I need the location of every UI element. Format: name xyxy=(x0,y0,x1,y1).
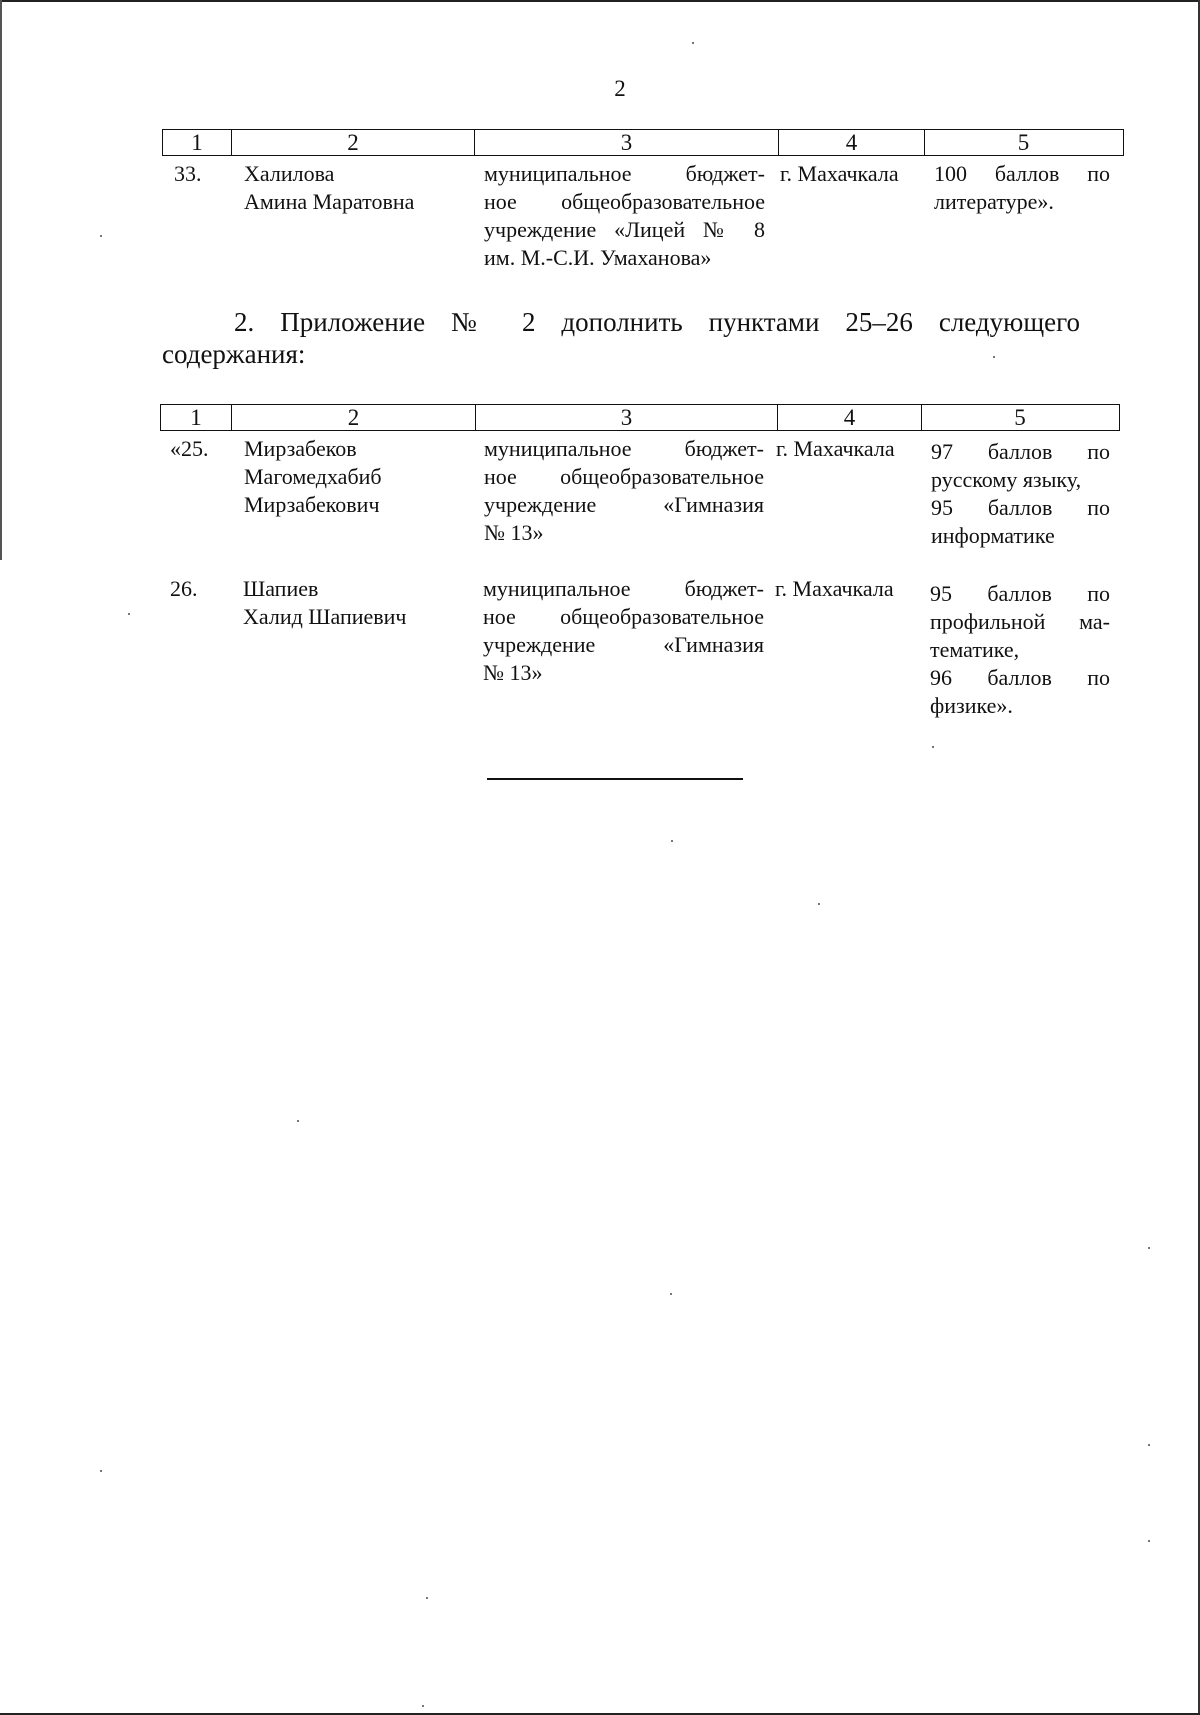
result-line: 95 баллов по xyxy=(930,581,1110,606)
header-col-1: 1 xyxy=(190,405,202,430)
scan-speck xyxy=(993,356,995,358)
row-number: 26. xyxy=(170,576,198,601)
scan-speck xyxy=(128,613,130,615)
scan-speck xyxy=(426,1597,428,1599)
table2-header xyxy=(160,404,1120,431)
result-line: информатике xyxy=(931,523,1055,548)
school-line: муниципальное бюджет- xyxy=(484,161,765,186)
scan-speck xyxy=(297,1120,299,1122)
scan-speck xyxy=(1148,1247,1150,1249)
table1-header xyxy=(162,129,1124,156)
header-col-4: 4 xyxy=(777,405,921,430)
result-line: 97 баллов по xyxy=(931,439,1110,464)
city: г. Махачкала xyxy=(775,576,894,601)
closing-rule xyxy=(487,778,743,780)
school-line: муниципальное бюджет- xyxy=(483,576,764,601)
scan-speck xyxy=(692,42,694,44)
school-line: муниципальное бюджет- xyxy=(484,436,764,461)
scan-speck xyxy=(100,235,102,237)
scan-speck xyxy=(1148,1540,1150,1542)
header-col-2: 2 xyxy=(231,130,474,155)
scan-speck xyxy=(1148,1444,1150,1446)
result-line: литературе». xyxy=(934,189,1054,214)
result-line: русскому языку, xyxy=(931,467,1082,492)
person-name xyxy=(244,160,454,216)
scan-speck xyxy=(932,746,934,748)
school-line: им. М.-С.И. Умаханова» xyxy=(484,245,712,270)
header-col-5: 5 xyxy=(924,130,1122,155)
result-line: тематике, xyxy=(930,637,1020,662)
scan-speck xyxy=(671,840,673,842)
row-number: 33. xyxy=(174,161,202,186)
name-line: Мирзабекович xyxy=(244,492,380,517)
header-col-5: 5 xyxy=(921,405,1118,430)
result-line: профильной ма- xyxy=(930,609,1110,634)
page-number: 2 xyxy=(614,76,626,101)
scan-speck xyxy=(100,1470,102,1472)
paragraph-line-1: 2. Приложение № 2 дополнить пунктами 25–26 следующего xyxy=(234,307,1080,337)
city: г. Махачкала xyxy=(780,161,899,186)
school-line: ное общеобразовательное xyxy=(484,189,765,214)
header-col-3: 3 xyxy=(475,405,777,430)
school-line: ное общеобразовательное xyxy=(483,604,764,629)
name-line: Магомедхабиб xyxy=(244,464,382,489)
scan-edge-top xyxy=(0,0,1200,2)
person-name xyxy=(244,435,454,519)
scan-speck xyxy=(818,903,820,905)
school-line: № 13» xyxy=(483,660,543,685)
paragraph xyxy=(162,306,1080,370)
result-line: 96 баллов по xyxy=(930,665,1110,690)
school-line: ное общеобразовательное xyxy=(484,464,764,489)
scan-speck xyxy=(670,1293,672,1295)
name-line: Шапиев xyxy=(243,576,319,601)
city: г. Махачкала xyxy=(776,436,895,461)
scan-speck xyxy=(422,1705,424,1707)
school-line: учреждение «Лицей № 8 xyxy=(484,217,765,242)
result xyxy=(930,580,1110,720)
result-line: 100 баллов по xyxy=(934,161,1110,186)
name-line: Халид Шапиевич xyxy=(243,604,407,629)
school-line: учреждение «Гимназия xyxy=(483,632,764,657)
paragraph-line-2: содержания: xyxy=(162,339,306,369)
result-line: 95 баллов по xyxy=(931,495,1110,520)
school xyxy=(483,575,764,687)
header-col-2: 2 xyxy=(231,405,475,430)
header-col-1: 1 xyxy=(191,130,203,155)
result xyxy=(934,160,1110,216)
result-line: физике». xyxy=(930,693,1013,718)
row-number: «25. xyxy=(170,436,209,461)
person-name xyxy=(243,575,453,631)
result xyxy=(931,438,1110,550)
header-col-4: 4 xyxy=(778,130,924,155)
school-line: учреждение «Гимназия xyxy=(484,492,764,517)
school xyxy=(484,160,765,272)
name-line: Халилова xyxy=(244,161,335,186)
name-line: Мирзабеков xyxy=(244,436,357,461)
name-line: Амина Маратовна xyxy=(244,189,415,214)
school xyxy=(484,435,764,547)
school-line: № 13» xyxy=(484,520,544,545)
header-col-3: 3 xyxy=(474,130,778,155)
